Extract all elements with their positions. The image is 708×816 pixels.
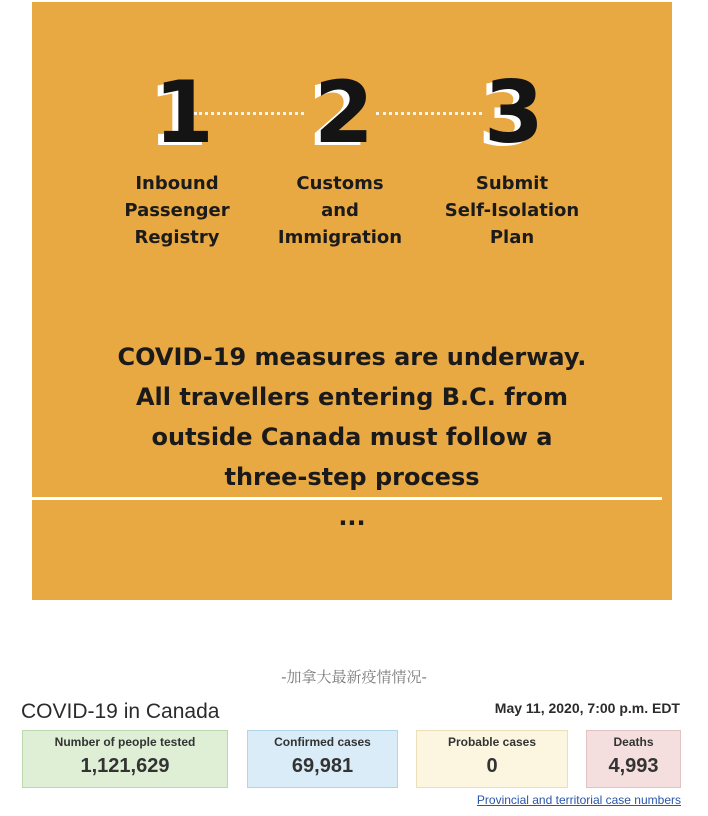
stat-value: 4,993 <box>608 755 659 777</box>
step-label-3: Submit Self-Isolation Plan <box>444 173 580 248</box>
travel-poster <box>32 2 672 600</box>
dotted-connector-1 <box>194 112 304 115</box>
stat-value: 0 <box>486 755 498 777</box>
stats-timestamp: May 11, 2020, 7:00 p.m. EDT <box>494 700 680 716</box>
stat-card-confirmed <box>247 730 398 788</box>
stats-title: COVID-19 in Canada <box>21 700 220 723</box>
poster-message: COVID-19 measures are underway. All travellers entering B.C. from outside Canada must follow a three-step process ... <box>32 337 672 537</box>
step-number-2: 2 <box>314 63 374 163</box>
stat-label: Confirmed cases <box>274 735 371 749</box>
stat-label: Number of people tested <box>54 735 196 749</box>
step-number-3: 3 <box>484 63 544 163</box>
stat-card-probable <box>416 730 568 788</box>
stat-card-deaths <box>586 730 681 788</box>
step-number-1: 1 <box>154 63 214 163</box>
stat-label: Deaths <box>613 735 654 749</box>
provincial-case-numbers-link[interactable]: Provincial and territorial case numbers <box>476 793 681 807</box>
stat-label: Probable cases <box>447 735 537 749</box>
highlighted-phrase: three-step process <box>32 457 672 497</box>
stat-card-tested <box>22 730 228 788</box>
stat-value: 1,121,629 <box>80 755 170 777</box>
stat-value: 69,981 <box>291 755 354 777</box>
step-label-1: Inbound Passenger Registry <box>124 173 230 248</box>
step-label-2: Customs and Immigration <box>277 173 403 248</box>
section-subtitle: -加拿大最新疫情情况- <box>281 668 427 686</box>
dotted-connector-2 <box>376 112 482 115</box>
